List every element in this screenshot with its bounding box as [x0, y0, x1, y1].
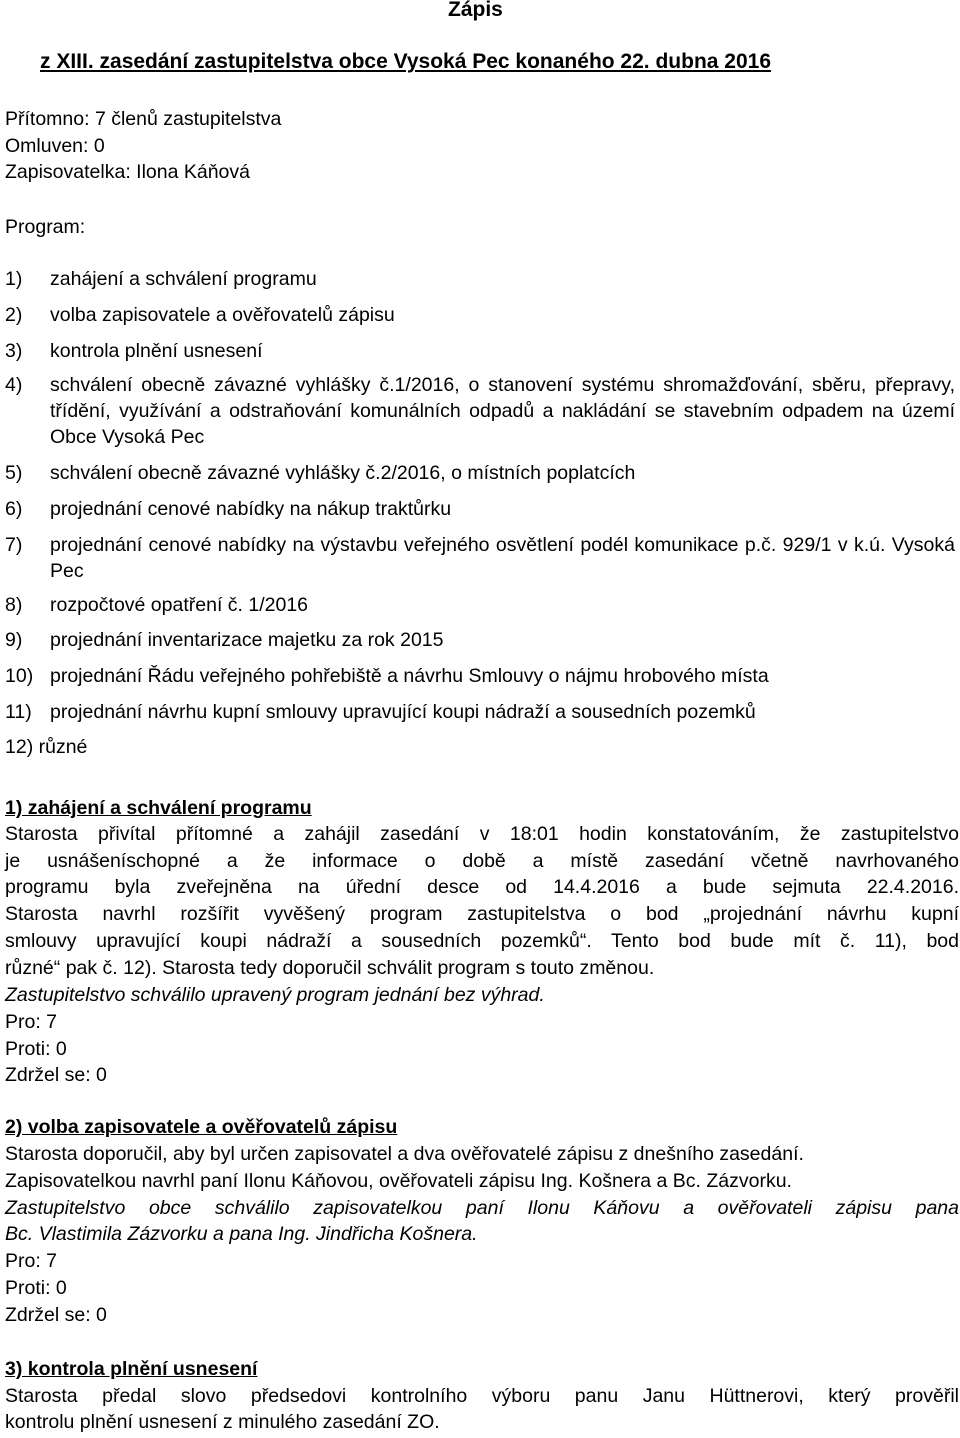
program-item-number: 9): [5, 629, 23, 651]
attendance-present: Přítomno: 7 členů zastupitelstva: [5, 108, 282, 130]
program-item-text: schválení obecně závazné vyhlášky č.1/2016, o stanovení systému shromažďování, sběru, přepravy, třídění, využívání a odstraňování komunálních odpadů a nakládání se stavebním odpadem na území Obce Vysoká Pec: [50, 374, 955, 448]
program-item-number: 12): [5, 736, 34, 758]
program-item-text: různé: [38, 736, 88, 758]
document-title: Zápis: [448, 0, 503, 21]
program-item: [5, 627, 955, 653]
paragraph-line: Starosta doporučil, aby byl určen zapisovatel a dva ověřovatelé zápisu z dnešního zasedání.: [5, 1143, 804, 1165]
paragraph-line: Starosta předal slovo předsedovi kontrolního výboru panu Janu Hüttnerovi, který prověřil: [5, 1385, 959, 1407]
program-item-text: projednání Řádu veřejného pohřebiště a návrhu Smlouvy o nájmu hrobového místa: [50, 665, 769, 687]
vote-proti: Proti: 0: [5, 1277, 67, 1299]
program-item: [5, 372, 955, 450]
program-item-number: 1): [5, 268, 23, 290]
program-item-number: 8): [5, 594, 23, 616]
recorder-line: Zapisovatelka: Ilona Káňová: [5, 161, 250, 183]
paragraph-line: Starosta navrhl rozšířit vyvěšený program zastupitelstva o bod „projednání návrhu kupní: [5, 903, 959, 925]
resolution-text: Zastupitelstvo obce schválilo zapisovatelkou paní Ilonu Káňovu a ověřovateli zápisu pana: [5, 1197, 959, 1219]
program-item: [5, 302, 955, 328]
vote-pro: Pro: 7: [5, 1011, 58, 1033]
vote-proti: Proti: 0: [5, 1038, 67, 1060]
program-item-number: 2): [5, 304, 23, 326]
program-item-text: rozpočtové opatření č. 1/2016: [50, 594, 309, 616]
document-subtitle: z XIII. zasedání zastupitelstva obce Vysoká Pec konaného 22. dubna 2016: [40, 50, 772, 73]
program-item-text: zahájení a schválení programu: [50, 268, 317, 290]
vote-zdrzel: Zdržel se: 0: [5, 1064, 107, 1086]
program-item-text: schválení obecně závazné vyhlášky č.2/2016, o místních poplatcích: [50, 462, 636, 484]
resolution-text: Zastupitelstvo schválilo upravený program jednání bez výhrad.: [5, 984, 545, 1006]
paragraph-line: Zapisovatelkou navrhl paní Ilonu Káňovou, ověřovateli zápisu Ing. Košnera a Bc. Zázvorku.: [5, 1170, 792, 1192]
program-item-number: 5): [5, 462, 23, 484]
paragraph-line: kontrolu plnění usnesení z minulého zasedání ZO.: [5, 1411, 440, 1433]
program-item-text: projednání návrhu kupní smlouvy upravující koupi nádraží a sousedních pozemků: [50, 701, 756, 723]
program-item: [5, 592, 955, 618]
program-label: Program:: [5, 216, 86, 238]
attendance-excused: Omluven: 0: [5, 135, 105, 157]
program-item: [5, 266, 955, 292]
program-item-text: kontrola plnění usnesení: [50, 340, 263, 362]
program-item: [5, 532, 955, 584]
program-item-number: 7): [5, 534, 23, 556]
section-heading: 2) volba zapisovatele a ověřovatelů zápisu: [5, 1116, 398, 1138]
program-item-number: 11): [5, 701, 32, 723]
program-item-text: projednání cenové nabídky na výstavbu veřejného osvětlení podél komunikace p.č. 929/1 v k.ú. Vysoká Pec: [50, 534, 955, 582]
vote-pro: Pro: 7: [5, 1250, 58, 1272]
program-item: [5, 663, 955, 689]
paragraph-line: je usnášeníschopné a že informace o době a místě zasedání včetně navrhovaného: [5, 850, 959, 872]
program-item-number: 6): [5, 498, 23, 520]
program-item-number: 10): [5, 665, 34, 687]
paragraph-line: programu byla zveřejněna na úřední desce od 14.4.2016 a bude sejmuta 22.4.2016.: [5, 876, 959, 898]
program-item-text: volba zapisovatele a ověřovatelů zápisu: [50, 304, 395, 326]
program-item-text: projednání cenové nabídky na nákup traktůrku: [50, 498, 452, 520]
program-item-number: 3): [5, 340, 23, 362]
program-item: [5, 496, 955, 522]
section-heading: 1) zahájení a schválení programu: [5, 797, 312, 819]
program-item: [5, 734, 87, 760]
section-heading: 3) kontrola plnění usnesení: [5, 1358, 258, 1380]
paragraph-line: smlouvy upravující koupi nádraží a sousedních pozemků“. Tento bod bude mít č. 11), bod: [5, 930, 959, 952]
program-item-text: projednání inventarizace majetku za rok 2015: [50, 629, 444, 651]
paragraph-line: Starosta přivítal přítomné a zahájil zasedání v 18:01 hodin konstatováním, že zastupitelstvo: [5, 823, 959, 845]
program-item-number: 4): [5, 374, 23, 396]
paragraph-line: různé“ pak č. 12). Starosta tedy doporučil schválit program s touto změnou.: [5, 957, 655, 979]
program-item: [5, 699, 955, 725]
vote-zdrzel: Zdržel se: 0: [5, 1304, 107, 1326]
program-item: [5, 338, 955, 364]
resolution-text: Bc. Vlastimila Zázvorku a pana Ing. Jindřicha Košnera.: [5, 1223, 478, 1245]
program-item: [5, 460, 955, 486]
